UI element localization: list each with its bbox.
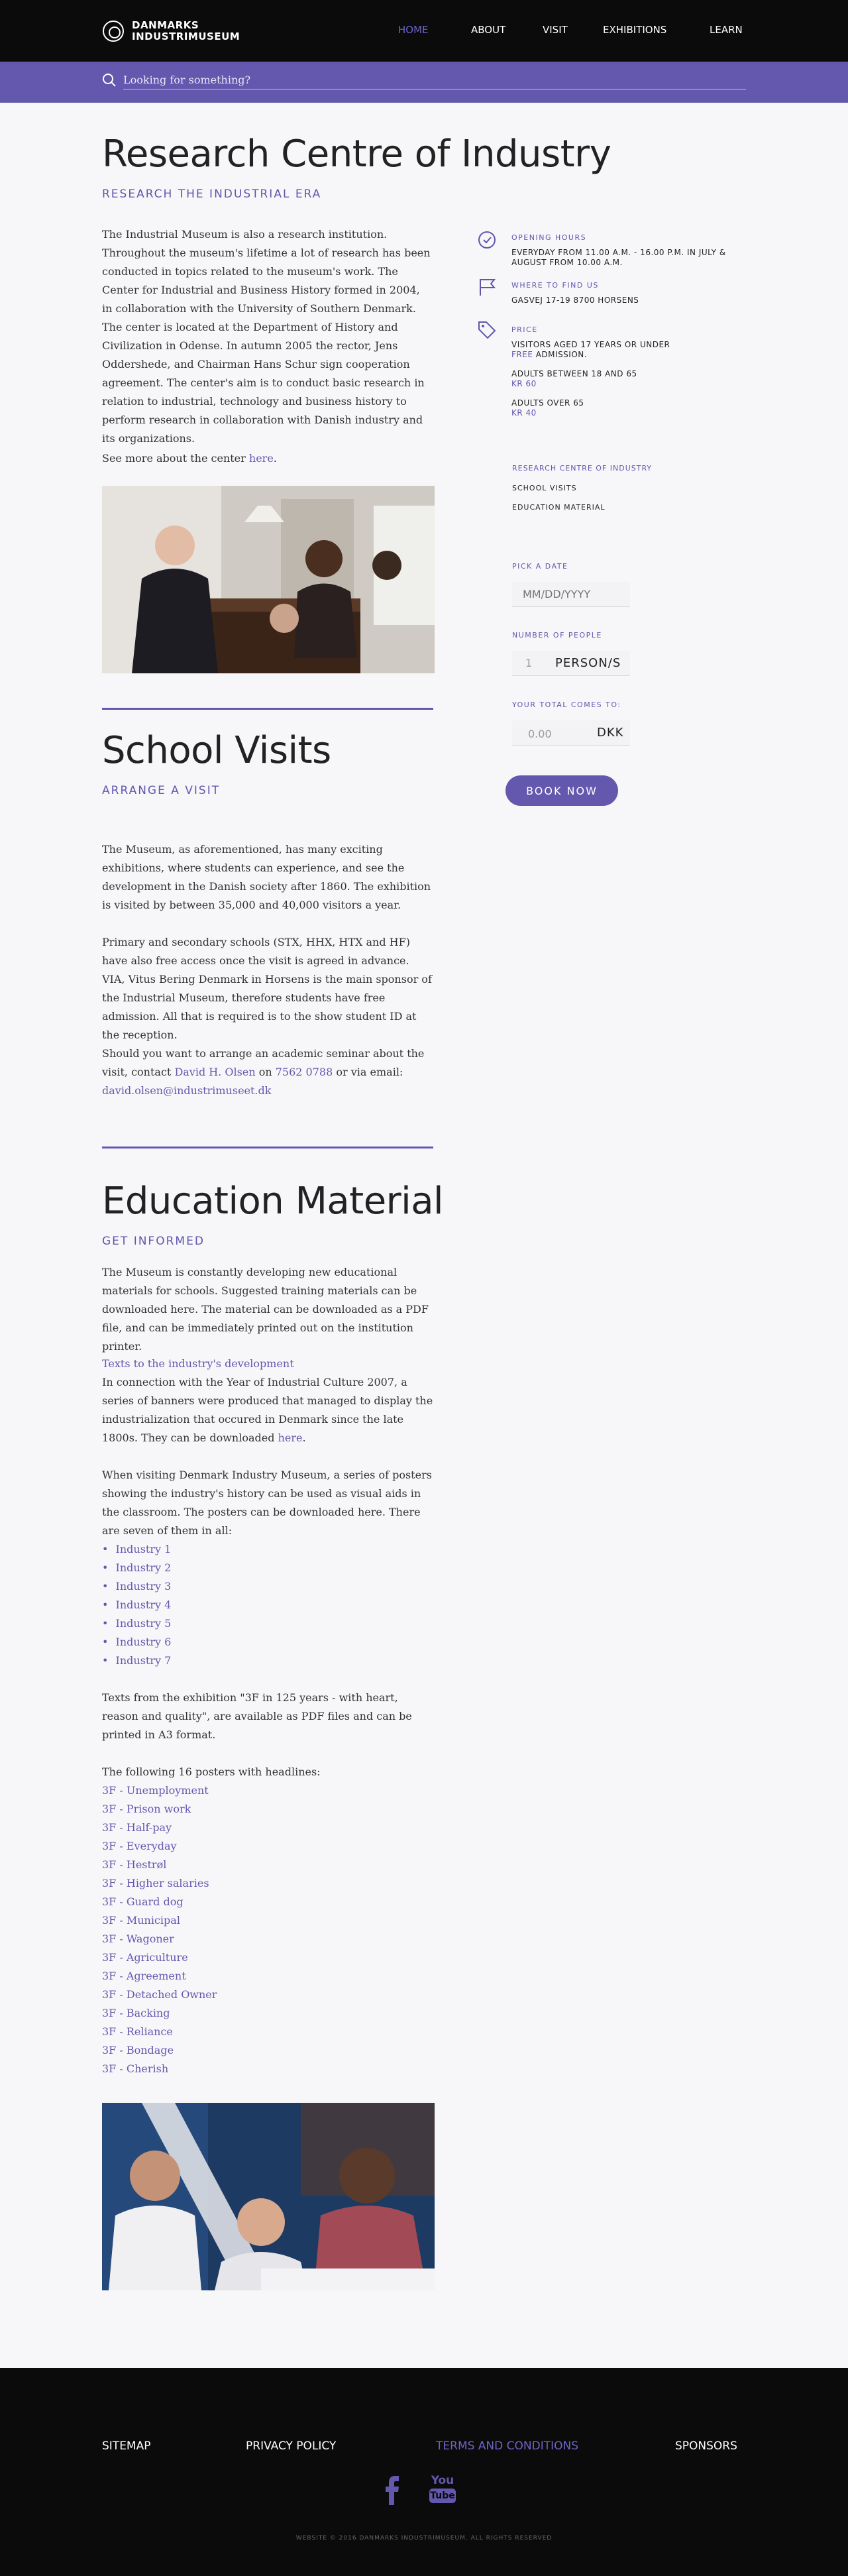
list-item xyxy=(102,1559,433,1577)
industry-poster-link[interactable]: Industry 7 xyxy=(115,1654,172,1667)
youtube-icon[interactable]: You Tube xyxy=(429,2474,456,2504)
location-text: GASVEJ 17-19 8700 HORSENS xyxy=(511,296,639,305)
flag-icon xyxy=(477,277,497,297)
school-paragraph-1: The Museum, as aforementioned, has many exciting exhibitions, where students can experience, and see the development in the Danish society after 1860. The exhibition is visited by between 35,000 and 40,000 visitors a year. xyxy=(102,843,431,911)
price-free-admission: FREE ADMISSION. xyxy=(511,350,588,359)
list-item xyxy=(102,1781,433,1800)
date-field xyxy=(512,582,630,607)
research-subtitle: RESEARCH THE INDUSTRIAL ERA xyxy=(102,188,322,201)
list-item xyxy=(102,1986,433,2004)
education-subtitle: GET INFORMED xyxy=(102,1235,205,1248)
industry-poster-list xyxy=(102,1540,433,1670)
main-nav xyxy=(0,24,848,37)
location-label: WHERE TO FIND US xyxy=(511,281,599,290)
3f-poster-link[interactable]: 3F - Agreement xyxy=(102,1970,186,1982)
texts-development-link[interactable]: Texts to the industry's development xyxy=(102,1357,294,1370)
contact-phone-link[interactable]: 7562 0788 xyxy=(275,1066,333,1078)
research-body: The Industrial Museum is also a research institution. Throughout the museum's lifetime a lot of research has been conducted in topics related to the museum's work. The Center for Industrial and Business History formed in 2004, in collaboration with the University of Southern Denmark. The center is located at the Department of History and Civilization in Odense. In autumn 2005 the rector, Jens Oddershede, and Chairman Hans Schur sign cooperation agreement. The center's aim is to conduct basic research in relation to industrial, technology and business history to perform research in collaboration with Danish industry and its organizations. xyxy=(102,228,431,445)
total-currency: DKK xyxy=(597,726,624,740)
date-label: PICK A DATE xyxy=(512,562,568,571)
logo-line-1: DANMARKS xyxy=(132,19,199,31)
education-paragraph-3: When visiting Denmark Industry Museum, a series of posters showing the industry's history can be used as visual aids in the classroom. The posters can be downloaded here. There are seven of them in all: xyxy=(102,1469,432,1537)
industry-poster-link[interactable]: Industry 5 xyxy=(115,1617,172,1630)
industry-poster-link[interactable]: Industry 6 xyxy=(115,1636,172,1648)
list-item xyxy=(102,1837,433,1856)
education-paragraph-2: Texts to the industry's development In connection with the Year of Industrial Culture 2007, a series of banners were produced that managed to display the industrialization that occured in Denmark since the late 1800s. They can be downloaded here. xyxy=(102,1357,433,1444)
price-under-17: VISITORS AGED 17 YEARS OR UNDER xyxy=(511,340,670,349)
school-title: School Visits xyxy=(102,729,331,772)
people-label: NUMBER OF PEOPLE xyxy=(512,631,602,640)
total-label: YOUR TOTAL COMES TO: xyxy=(512,700,621,709)
date-input[interactable] xyxy=(523,588,622,600)
3f-poster-link[interactable]: 3F - Bondage xyxy=(102,2044,174,2056)
footer-link-sitemap[interactable]: SITEMAP xyxy=(102,2439,151,2453)
location-block xyxy=(477,277,755,310)
industry-poster-link[interactable]: Industry 4 xyxy=(115,1598,172,1611)
school-paragraph-3: Should you want to arrange an academic seminar about the visit, contact David H. Olsen on 7562 0788 or via email: david.olsen@industrimuseet.dk xyxy=(102,1047,425,1097)
opening-hours-text: EVERYDAY FROM 11.00 A.M. - 16.00 P.M. IN JULY & AUGUST FROM 10.00 A.M. xyxy=(511,248,726,267)
banners-download-link[interactable]: here xyxy=(278,1431,303,1444)
opening-hours-block xyxy=(477,230,755,270)
copyright-text: WEBSITE © 2016 DANMARKS INDUSTRIMUSEUM. ALL RIGHTS RESERVED xyxy=(295,2535,553,2542)
education-photo xyxy=(102,2103,435,2290)
research-photo xyxy=(102,486,435,673)
section-divider xyxy=(102,708,433,710)
list-item xyxy=(102,1967,433,1986)
list-item xyxy=(102,2041,433,2060)
search-input[interactable] xyxy=(123,71,746,89)
section-divider xyxy=(102,1147,433,1148)
footer-link-terms[interactable]: TERMS AND CONDITIONS xyxy=(436,2439,578,2453)
price-adults-over-65-value: KR 40 xyxy=(511,408,537,418)
3f-poster-link[interactable]: 3F - Reliance xyxy=(102,2025,173,2038)
list-item xyxy=(102,1930,433,1948)
list-item xyxy=(102,1948,433,1967)
research-more: See more about the center here. xyxy=(102,452,277,465)
3f-poster-link[interactable]: 3F - Agriculture xyxy=(102,1951,188,1964)
price-adults-18-65: ADULTS BETWEEN 18 AND 65 xyxy=(511,369,637,378)
price-label: PRICE xyxy=(511,325,538,334)
list-item xyxy=(102,1652,433,1670)
sidebar-link-school-visits[interactable]: SCHOOL VISITS xyxy=(512,484,577,492)
industry-poster-link[interactable]: Industry 1 xyxy=(115,1543,172,1555)
3f-poster-link[interactable]: 3F - Guard dog xyxy=(102,1895,184,1908)
list-item xyxy=(102,2060,433,2078)
3f-poster-link[interactable]: 3F - Unemployment xyxy=(102,1784,209,1797)
education-paragraph-5: The following 16 posters with headlines: xyxy=(102,1765,321,1778)
logo-line-2: INDUSTRIMUSEUM xyxy=(132,30,240,42)
people-input[interactable] xyxy=(525,657,552,669)
facebook-icon[interactable] xyxy=(384,2476,400,2505)
list-item xyxy=(102,1800,433,1819)
nav-home[interactable]: HOME xyxy=(398,24,429,36)
3f-poster-link[interactable]: 3F - Detached Owner xyxy=(102,1988,217,2001)
3f-poster-link[interactable]: 3F - Higher salaries xyxy=(102,1877,209,1889)
list-item xyxy=(102,1633,433,1652)
education-paragraph-1: The Museum is constantly developing new educational materials for schools. Suggested training materials can be downloaded here. The material can be downloaded as a PDF file, and can be immediately printed out on the institution printer. xyxy=(102,1266,429,1353)
sidebar-link-research[interactable]: RESEARCH CENTRE OF INDUSTRY xyxy=(512,464,653,473)
contact-email-link[interactable]: david.olsen@industrimuseet.dk xyxy=(102,1084,272,1097)
education-title: Education Material xyxy=(102,1180,444,1223)
nav-about[interactable]: ABOUT xyxy=(471,24,506,36)
total-field xyxy=(512,720,630,746)
3f-poster-link[interactable]: 3F - Backing xyxy=(102,2007,170,2019)
list-item xyxy=(102,1856,433,1874)
footer-link-sponsors[interactable]: SPONSORS xyxy=(675,2439,737,2453)
price-block xyxy=(477,320,755,426)
3f-poster-link[interactable]: 3F - Prison work xyxy=(102,1803,191,1815)
page-title: Research Centre of Industry xyxy=(102,133,611,176)
search-bar xyxy=(0,62,848,103)
people-unit: PERSON/S xyxy=(555,656,621,670)
list-item xyxy=(102,2004,433,2023)
people-field xyxy=(512,651,630,676)
search-icon[interactable] xyxy=(102,73,117,87)
contact-name-link[interactable]: David H. Olsen xyxy=(174,1066,256,1078)
clock-icon xyxy=(477,230,497,250)
list-item xyxy=(102,1893,433,1911)
3f-poster-link[interactable]: 3F - Municipal xyxy=(102,1914,180,1927)
opening-hours-label: OPENING HOURS xyxy=(511,233,587,242)
nav-visit[interactable]: VISIT xyxy=(543,24,568,36)
nav-learn[interactable]: LEARN xyxy=(710,24,743,36)
list-item xyxy=(102,1596,433,1614)
school-paragraph-2: Primary and secondary schools (STX, HHX, HTX and HF) have also free access once the visit is agreed in advance. VIA, Vitus Bering Denmark in Horsens is the main sponsor of the Industrial Museum, therefore students have free admission. All that is required is to the show student ID at the reception. xyxy=(102,936,432,1041)
price-adults-18-65-value: KR 60 xyxy=(511,379,537,388)
footer xyxy=(0,2368,848,2576)
3f-poster-list xyxy=(102,1781,433,2078)
list-item xyxy=(102,1540,433,1559)
list-item xyxy=(102,1614,433,1633)
price-tag-icon xyxy=(477,320,497,340)
nav-exhibitions[interactable]: EXHIBITIONS xyxy=(603,24,667,36)
sidebar-link-education[interactable]: EDUCATION MATERIAL xyxy=(512,503,606,512)
book-now-button[interactable]: BOOK NOW xyxy=(505,775,618,806)
footer-link-privacy[interactable]: PRIVACY POLICY xyxy=(246,2439,337,2453)
3f-poster-link[interactable]: 3F - Cherish xyxy=(102,2062,169,2075)
3f-poster-link[interactable]: 3F - Wagoner xyxy=(102,1932,174,1945)
list-item xyxy=(102,1819,433,1837)
3f-poster-link[interactable]: 3F - Everyday xyxy=(102,1840,177,1852)
school-subtitle: ARRANGE A VISIT xyxy=(102,784,221,797)
industry-poster-link[interactable]: Industry 2 xyxy=(115,1561,172,1574)
3f-poster-link[interactable]: 3F - Half-pay xyxy=(102,1821,172,1834)
industry-poster-link[interactable]: Industry 3 xyxy=(115,1580,172,1593)
research-more-link[interactable]: here xyxy=(248,452,274,465)
list-item xyxy=(102,1577,433,1596)
list-item xyxy=(102,1911,433,1930)
list-item xyxy=(102,1874,433,1893)
price-adults-over-65: ADULTS OVER 65 xyxy=(511,398,584,408)
list-item xyxy=(102,2023,433,2041)
top-navigation-bar xyxy=(0,0,848,62)
education-paragraph-4: Texts from the exhibition "3F in 125 years - with heart, reason and quality", are available as PDF files and can be printed in A3 format. xyxy=(102,1691,412,1741)
3f-poster-link[interactable]: 3F - Hestrøl xyxy=(102,1858,167,1871)
total-value: 0.00 xyxy=(528,728,552,740)
